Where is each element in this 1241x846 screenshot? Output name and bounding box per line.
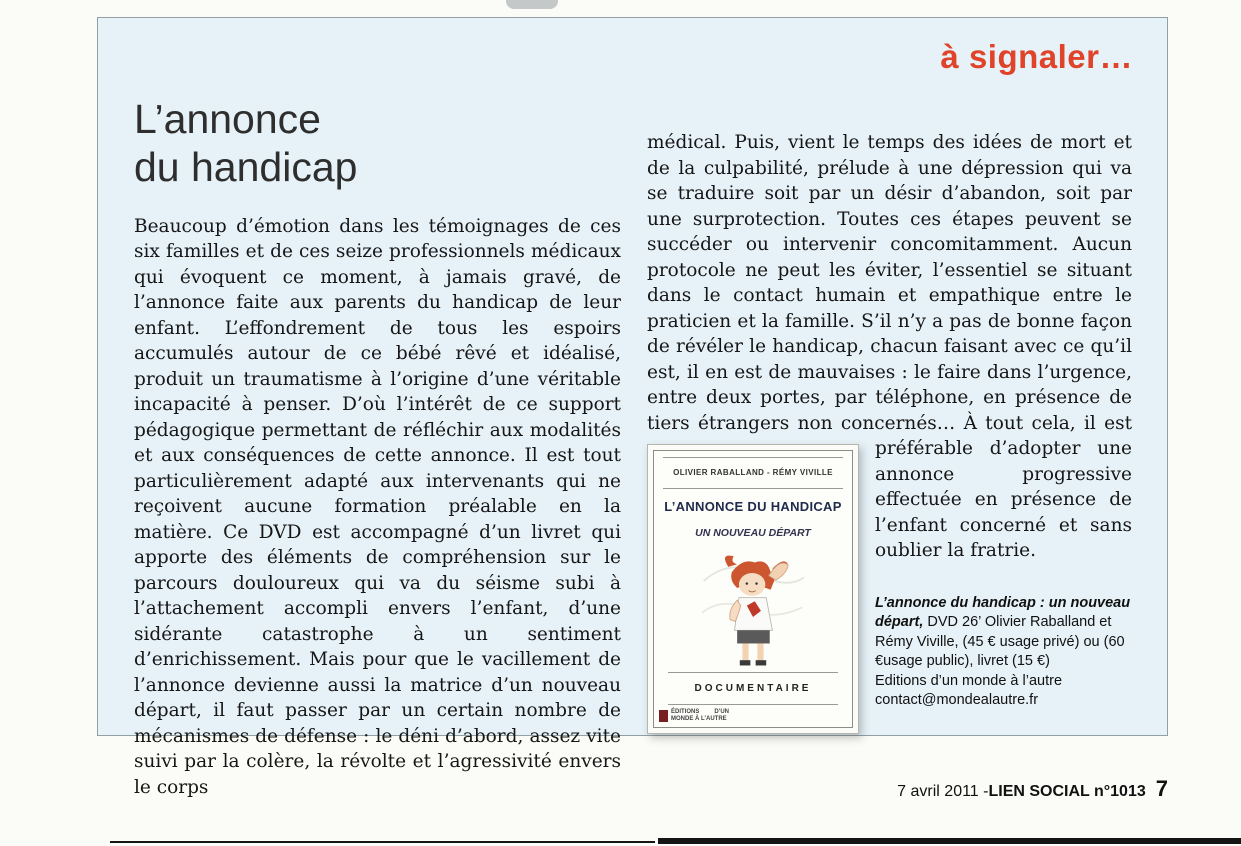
publisher-logo-icon [659, 710, 668, 722]
caption-contact-email: contact@mondealautre.fr [875, 692, 1039, 708]
child-illustration [689, 551, 817, 669]
article-text-column2-beside-image: cela, il est préférable d’adopter une annonce progressive effectuée en présence de l’enfant concerné et sans oublier la fratrie. [875, 412, 1133, 561]
footer-journal-name: LIEN SOCIAL n°1013 [988, 783, 1146, 800]
page-footer [897, 776, 1168, 802]
left-column [134, 96, 621, 800]
dvd-genre-label: DOCUMENTAIRE [668, 672, 837, 706]
dvd-authors: OLIVIER RABALLAND - RÉMY VIVILLE [663, 457, 843, 489]
caption-publisher: Editions d’un monde à l’autre [875, 672, 1063, 689]
scan-smudge-artifact [506, 0, 558, 9]
dvd-cover-inner [653, 450, 853, 728]
caption-details: DVD 26’ Olivier Raballand et Rémy Viville, (45 € usage privé) ou (60 €usage public), livret (15 €) [875, 614, 1125, 669]
scan-line-artifact-right [658, 838, 1241, 844]
section-header-label: à signaler… [940, 38, 1133, 75]
section-header-row [134, 38, 1133, 96]
article-title [134, 96, 621, 192]
dvd-publisher-logo [659, 709, 729, 723]
footer-date: 7 avril 2011 - [897, 783, 989, 800]
article-title-line1: L’annonce [134, 96, 321, 142]
article-text-column1: Beaucoup d’émotion dans les témoignages de ces six familles et de ces seize professionnels médicaux qui évoquent ce moment, à jamais gravé, de l’annonce faite aux parents du handicap de leur enfant. L’effondrement de tous les espoirs accumulés autour de ce bébé rêvé et idéalisé, produit un traumatisme à l’origine d’une véritable incapacité à penser. D’où l’intérêt de ce support pédagogique permettant de réfléchir aux modalités et aux conséquences de cette annonce. Il est tout particulièrement adapté aux intervenants qui ne reçoivent aucune formation préalable en la matière. Ce DVD est accompagné d’un livret qui apporte des éléments de compréhension sur le parcours douloureux qui va du séisme subi à l’attachement accompli envers l’enfant, d’une sidérante catastrophe à un sentiment d’enrichissement. Mais pour que le vacillement de l’annonce devienne aussi la matrice d’un nouveau départ, il faut passer par un certain nombre de mécanismes de défense : le déni d’abord, assez vite suivi par la colère, la révolte et l’agressivité envers le corps [134, 215, 621, 798]
page-number: 7 [1155, 776, 1168, 801]
article-columns [134, 96, 1133, 800]
dvd-title: L’ANNONCE DU HANDICAP [664, 498, 842, 514]
scan-line-artifact-left [110, 841, 655, 843]
dvd-cover-image [647, 444, 859, 734]
caption-title: L’annonce du handicap : un nouveau départ, [875, 594, 1131, 630]
right-column [647, 130, 1132, 800]
dvd-subtitle: UN NOUVEAU DÉPART [695, 527, 811, 539]
article-text-column2-before-image: médical. Puis, vient le temps des idées de mort et de la culpabilité, prélude à une dépression qui va se traduire soit par un désir d’abandon, soit par une surprotection. Toutes ces étapes peuvent se succéder ou intervenir concomitamment. Aucun protocole ne peut les éviter, l’essentiel se situant dans le contact humain et empathique entre le praticien et la famille. S’il n’y a pas de bonne façon de révéler le handicap, chacun faisant avec ce qu’il est, il en est de mauvaises : le faire dans l’urgence, entre deux portes, par téléphone, en présence de tiers étrangers non concernés… À tout [647, 132, 1132, 434]
dvd-publisher-name: ÉDITIONS D’UN MONDE À L’AUTRE [671, 709, 729, 722]
article-title-line2: du handicap [134, 143, 358, 190]
